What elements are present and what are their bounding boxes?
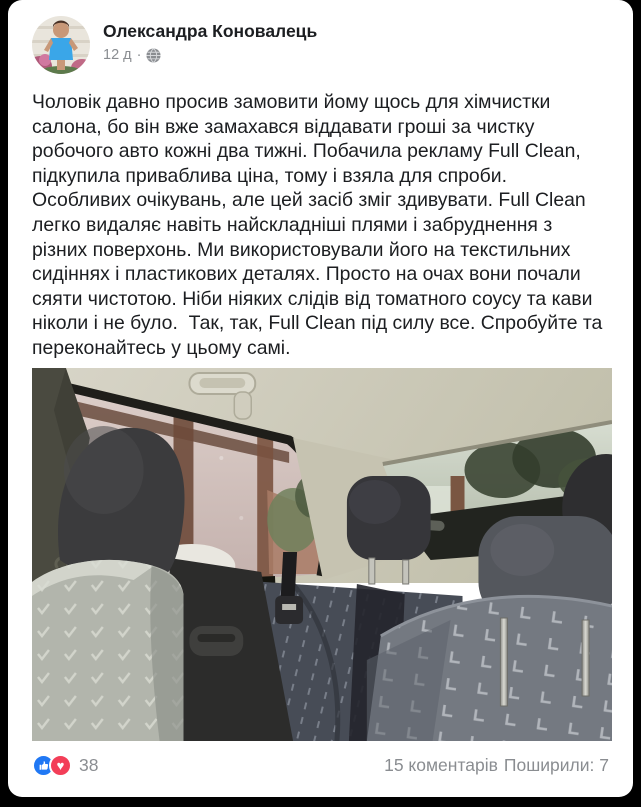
avatar[interactable] [32, 16, 90, 74]
post-photo[interactable] [32, 368, 612, 741]
dot-separator: · [136, 47, 142, 63]
footer-meta [384, 755, 609, 776]
post-header [8, 0, 633, 74]
header-meta [103, 16, 317, 74]
shares-count[interactable]: Поширили: 7 [503, 754, 609, 775]
car-interior-illustration [32, 368, 612, 741]
avatar-image [32, 16, 90, 74]
comments-count[interactable]: 15 коментарів [384, 754, 498, 775]
love-reaction-icon[interactable]: ♥ [49, 754, 72, 777]
reaction-count[interactable]: 38 [79, 754, 99, 775]
author-name[interactable]: Олександра Коновалець [103, 21, 318, 41]
facebook-post-card [8, 0, 633, 797]
reactions-summary[interactable] [32, 754, 98, 777]
post-text: Чоловік давно просив замовити йому щось для хімчистки салона, бо він вже замахався віддавати гроші за чистку робочого авто кожні два тижні. Побачила рекламу Full Clean, підкупила приваблива ціна, тому і взяла для спроби. Особливих очікувань, але цей засіб зміг здивувати. Full Clean легко видаляє навіть найскладніші плями і забруднення з різних поверхонь. Ми використовували його на текстильних сидіннях і пластикових деталях. Просто на очах вони почали сяяти чистотою. Ніби ніяких слідів від томатного соусу та кави ніколи і не було. Так, так, Full Clean під силу все. Спробуйте та переконайтесь у цьому самі. [32, 91, 608, 359]
post-subline [103, 47, 317, 63]
globe-public-icon [146, 48, 161, 63]
post-footer [8, 741, 633, 777]
timestamp[interactable]: 12 д [103, 47, 132, 63]
